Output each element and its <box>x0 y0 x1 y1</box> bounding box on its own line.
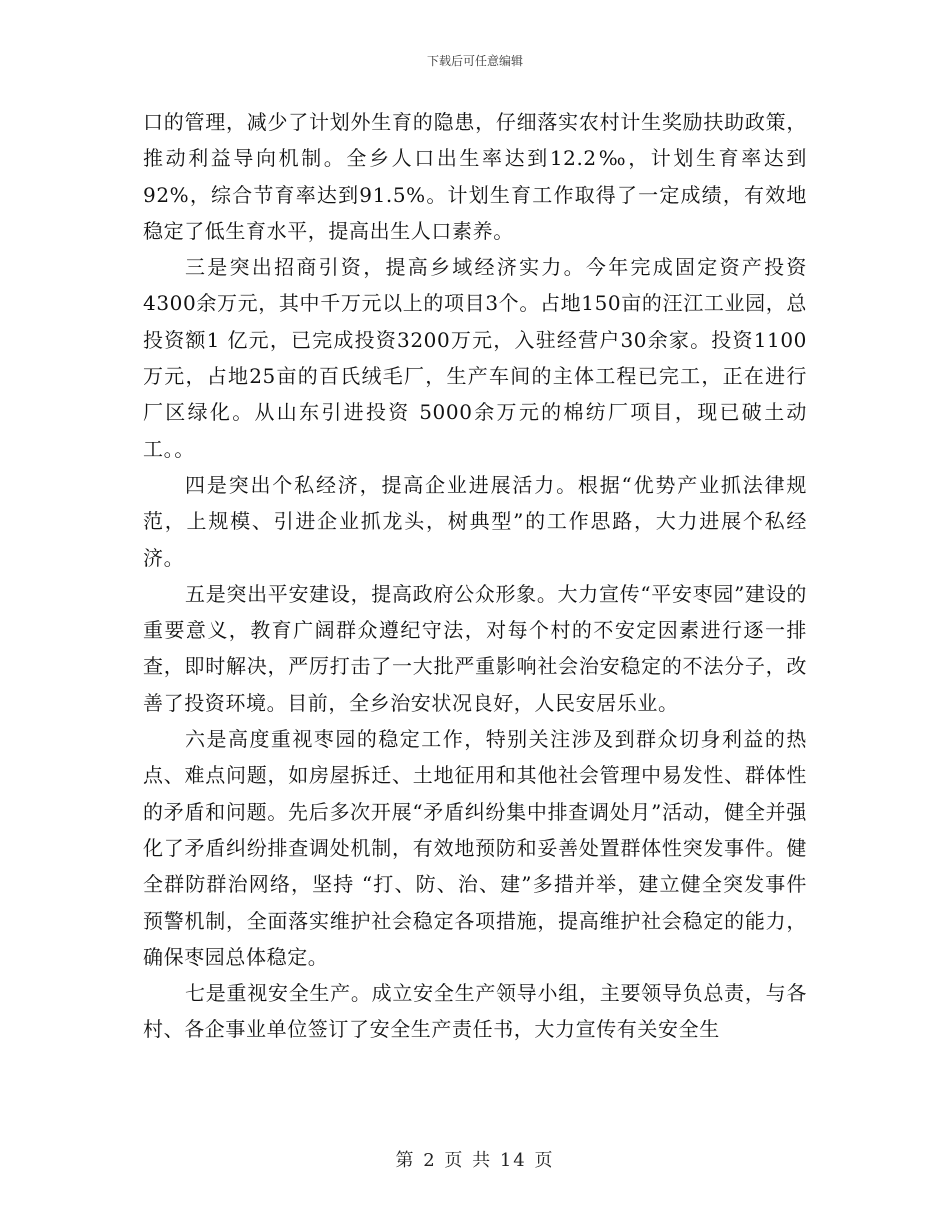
paragraph-work-safety: 七是重视安全生产。成立安全生产领导小组，主要领导负总责，与各村、各企事业单位签订了安全生产责任书，大力宣传有关安全生 <box>143 981 807 1042</box>
paragraph-stability: 六是高度重视枣园的稳定工作，特别关注涉及到群众切身利益的热点、难点问题，如房屋拆迁、土地征用和其他社会管理中易发性、群体性的矛盾和问题。先后多次开展“矛盾纠纷集中排查调处月”活动，健全并强化了矛盾纠纷排查调处机制，有效地预防和妥善处置群体性突发事件。健全群防群治网络，坚持 “打、防、治、建”多措并举，建立健全突发事件预警机制，全面落实维护社会稳定各项措施，提高维护社会稳定的能力，确保枣园总体稳定。 <box>143 727 807 969</box>
paragraph-continuation: 口的管理，减少了计划外生育的隐患，仔细落实农村计生奖励扶助政策，推动利益导向机制。全乡人口出生率达到12.2‰，计划生育率达到92%，综合节育率达到91.5%。计划生育工作取得了一定成绩，有效地稳定了低生育水平，提高出生人口素养。 <box>143 110 807 243</box>
page-header: 下载后可任意编辑 <box>426 54 523 68</box>
paragraph-investment: 三是突出招商引资，提高乡域经济实力。今年完成固定资产投资4300余万元，其中千万元以上的项目3个。占地150亩的汪江工业园，总投资额1 亿元，已完成投资3200万元，入驻经营户30余家。投资1100万元，占地25亩的百氏绒毛厂，生产车间的主体工程已完工，正在进行厂区绿化。从山东引进投资 5000余万元的棉纺厂项目，现已破土动工。。 <box>143 255 807 461</box>
paragraph-private-economy: 四是突出个私经济，提高企业进展活力。根据“优势产业抓法律规范，上规模、引进企业抓龙头，树典型”的工作思路，大力进展个私经济。 <box>143 472 807 570</box>
paragraph-public-safety: 五是突出平安建设，提高政府公众形象。大力宣传“平安枣园”建设的重要意义，教育广阔群众遵纪守法，对每个村的不安定因素进行逐一排查，即时解决，严厉打击了一大批严重影响社会治安稳定的不法分子，改善了投资环境。目前，全乡治安状况良好，人民安居乐业。 <box>143 581 807 715</box>
page-number-footer: 第 2 页 共 14 页 <box>395 1150 555 1171</box>
document-body <box>143 104 807 1048</box>
